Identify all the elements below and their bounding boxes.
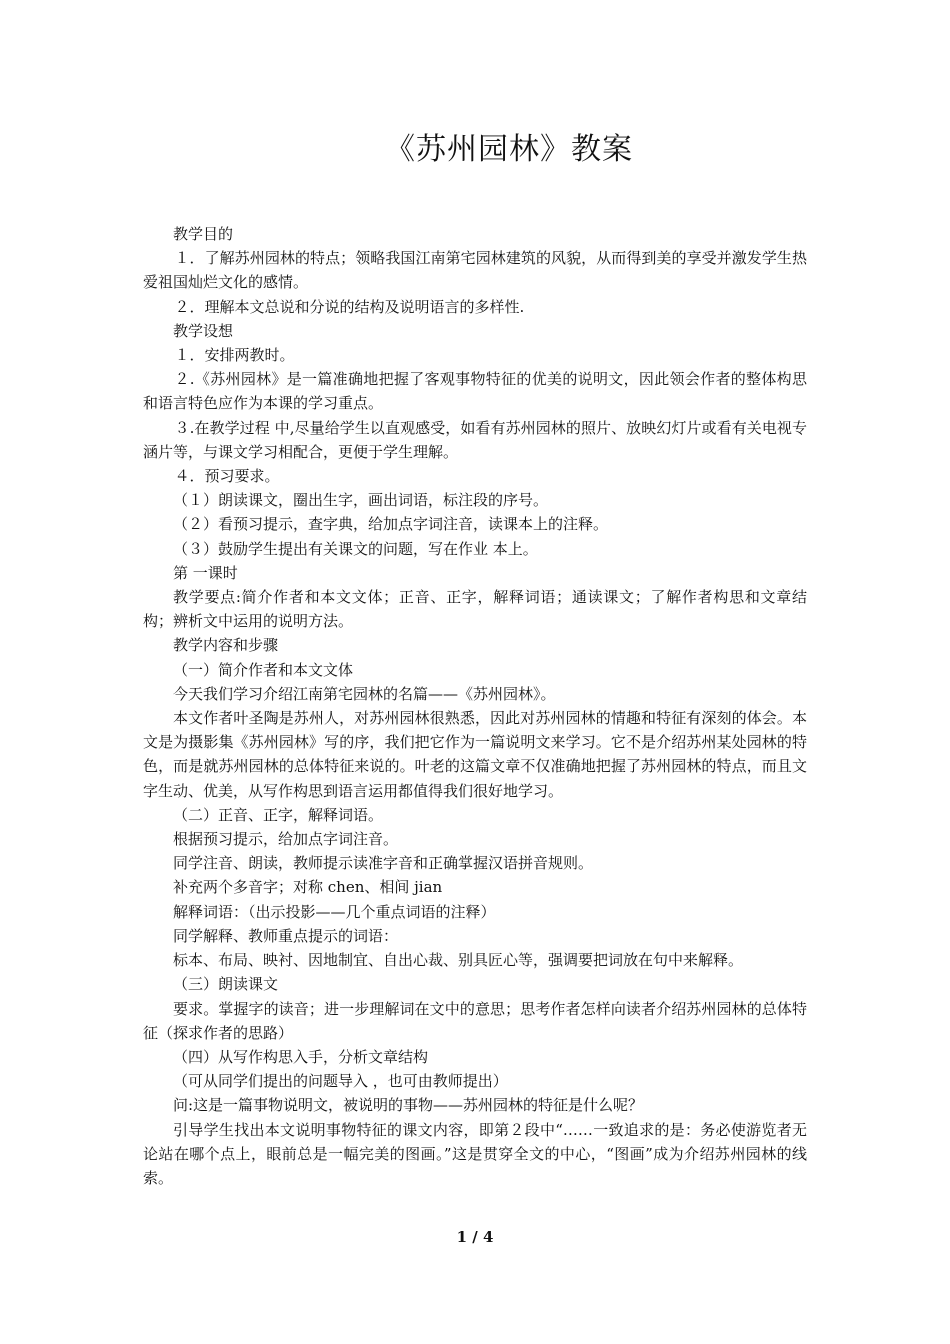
preview-item-2: （２）看预习提示，查字典，给加点字词注音，读课本上的注释。 xyxy=(173,515,609,534)
document-title: 《苏州园林》教案 xyxy=(385,132,633,167)
step-3-heading: （三）朗读课文 xyxy=(173,975,279,994)
step-2-line-5: 同学解释、教师重点提示的词语： xyxy=(173,926,399,945)
step-2-line-1: 根据预习提示，给加点字词注音。 xyxy=(173,830,399,849)
step-2-heading: （二）正音、正字，解释词语。 xyxy=(173,805,384,824)
heading-teaching-plan: 教学设想 xyxy=(173,321,234,340)
goal-item-2: ２．理解本文总说和分说的结构及说明语言的多样性. xyxy=(174,297,525,316)
page-number: 1 / 4 xyxy=(456,1228,494,1246)
heading-content-steps: 教学内容和步骤 xyxy=(173,636,279,655)
step-1-intro: 今天我们学习介绍江南第宅园林的名篇——《苏州园林》。 xyxy=(173,684,556,703)
step-1-author: 本文作者叶圣陶是苏州人，对苏州园林很熟悉，因此对苏州园林的情趣和特征有深刻的体会。本文是为摄影集《苏州园林》写的序，我们把它作为一篇说明文来学习。它不是介绍苏州某处园林的特色，而是就苏州园林的总体特征来说的。叶老的这篇文章不仅准确地把握了苏州园林的特点，而且文字生动、优美，从写作构思到语言运用都值得我们很好地学习。 xyxy=(143,709,807,800)
document-body xyxy=(143,222,807,1190)
goal-item-1: １．了解苏州园林的特点；领略我国江南第宅园林建筑的风貌，从而得到美的享受并激发学生热爱祖国灿烂文化的感情。 xyxy=(143,249,807,292)
step-2-line-3: 补充两个多音字；对称 chen、相间 jian xyxy=(173,878,443,897)
plan-item-4: ４．预习要求。 xyxy=(174,467,280,486)
step-2-line-6: 标本、布局、映衬、因地制宜、自出心裁、别具匠心等，强调要把词放在句中来解释。 xyxy=(173,951,744,970)
step-4-guidance: 引导学生找出本文说明事物特征的课文内容，即第２段中“……一致追求的是：务必使游览者无论站在哪个点上，眼前总是一幅完美的图画。”这是贯穿全文的中心，“图画”成为介绍苏州园林的线索。 xyxy=(143,1120,807,1187)
plan-item-1: １．安排两教时。 xyxy=(174,346,295,365)
heading-first-lesson: 第 一课时 xyxy=(173,563,238,582)
step-2-line-4: 解释词语：（出示投影——几个重点词语的注释） xyxy=(173,902,496,921)
step-3-requirements: 要求。掌握字的读音；进一步理解词在文中的意思；思考作者怎样向读者介绍苏州园林的总体特征（探求作者的思路） xyxy=(143,999,807,1042)
step-4-heading: （四）从写作构思入手，分析文章结构 xyxy=(173,1047,429,1066)
preview-item-3: （３）鼓励学生提出有关课文的问题，写在作业 本上。 xyxy=(173,539,538,558)
preview-item-1: （１）朗读课文，圈出生字，画出词语，标注段的序号。 xyxy=(173,491,549,510)
lesson-key-points: 教学要点:简介作者和本文文体；正音、正字，解释词语；通读课文；了解作者构思和文章结构；辨析文中运用的说明方法。 xyxy=(143,588,807,631)
plan-item-3: ３.在教学过程 中,尽量给学生以直观感受，如看有苏州园林的照片、放映幻灯片或看有关电视专涵片等，与课文学习相配合，更便于学生理解。 xyxy=(143,418,807,461)
step-1-heading: （一）简介作者和本文文体 xyxy=(173,660,354,679)
step-4-note: （可从同学们提出的问题导入 ，也可由教师提出） xyxy=(173,1072,508,1091)
heading-teaching-goals: 教学目的 xyxy=(173,225,234,243)
step-2-line-2: 同学注音、朗读，教师提示读准字音和正确掌握汉语拼音规则。 xyxy=(173,854,594,873)
step-4-question: 问:这是一篇事物说明文，被说明的事物——苏州园林的特征是什么呢？ xyxy=(173,1096,644,1115)
plan-item-2: ２.《苏州园林》是一篇准确地把握了客观事物特征的优美的说明文，因此领会作者的整体构思和语言特色应作为本课的学习重点。 xyxy=(143,370,807,413)
